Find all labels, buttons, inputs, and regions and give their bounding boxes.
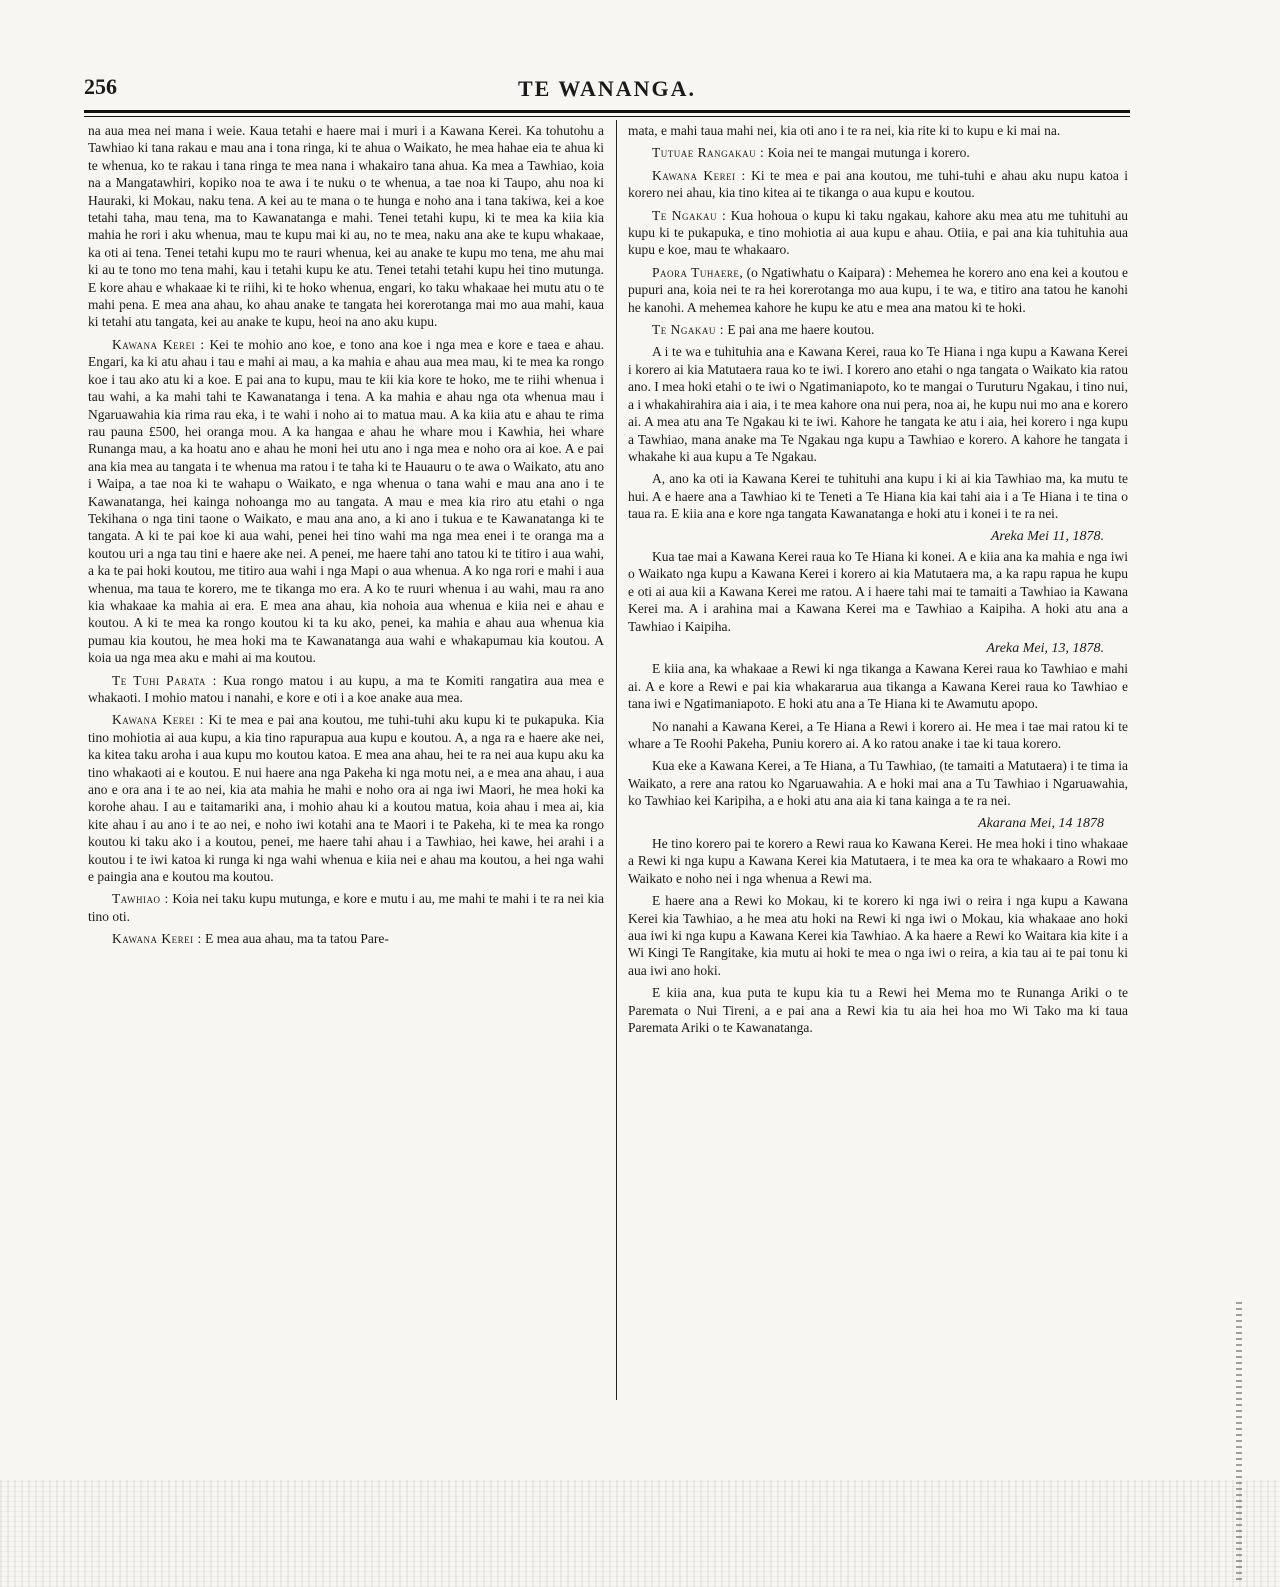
masthead xyxy=(84,74,1130,104)
dateline: Areka Mei, 13, 1878. xyxy=(986,640,1104,656)
paragraph xyxy=(628,548,1128,635)
right-column xyxy=(628,122,1128,1042)
newspaper-title: TE WANANGA. xyxy=(517,76,697,101)
speaker-name: Te Ngakau : xyxy=(652,322,724,338)
paragraph-text: E pai ana me haere koutou. xyxy=(727,322,875,338)
speaker-name: Kawana Kerei : xyxy=(112,336,205,352)
column-divider xyxy=(616,120,617,1400)
speaker-name: Tutuae Rangakau : xyxy=(652,145,765,161)
speaker-name: Paora Tuhaere, xyxy=(652,264,744,280)
paragraph xyxy=(88,336,604,667)
speaker-name: Kawana Kerei : xyxy=(652,167,746,183)
scan-noise xyxy=(0,1480,1280,1587)
paragraph-text: Ki te mea e pai ana koutou, me tuhi-tuhi e ahau aku nupu katoa i korero nei ahau, kia tino kitea ai te tikanga o aua kupu e koutou. xyxy=(628,167,1128,201)
paragraph xyxy=(628,264,1128,316)
paragraph-text: E kiia ana, ka whakaae a Rewi ki nga tikanga a Kawana Kerei raua ko Tawhiao e mahi ai. A e kore a Rewi e pai kia whakararua aua tikanga a Kawana Kerei raua ko Tawhiao e tana iwi e Ngatimaniapoto. E hoki atu ana a Te Hiana ki te Awamutu apopo. xyxy=(628,661,1128,712)
paragraph-text: A, ano ka oti ia Kawana Kerei te tuhituhi ana kupu i ki ai kia Tawhiao ma, ka mutu te hui. A e haere ana a Tawhiao ki te Teneti a Te Hiana kia kai tahi aia i a Te Hiana i te tina o taua ra. E kiia ana e kore nga tangata Kawanatanga e hoki atu i konei i te ra nei. xyxy=(628,471,1128,522)
paragraph xyxy=(88,711,604,885)
paragraph xyxy=(88,890,604,925)
paragraph-text: He tino korero pai te korero a Rewi raua ko Kawana Kerei. He mea hoki i tino whakaae a Rewi ki nga kupu a Kawana Kerei kia Matutaera, i te mea ka ora te whakaaro a Rowi mo Waikato e noho nei i nga whenua a Rewi ma. xyxy=(628,836,1128,886)
paragraph-text: Kei te mohio ano koe, e tono ana koe i nga mea e kore e taea e ahau. Engari, ka ki atu ahau i tau e mahi ai mau, a ka mahia e ahau aua mea mau, ki te mea ka rongo koe i tau ako atu ki a koe. E pai ana to kupu, mau te kii kia kore te hoko, me te riihi whenua i tau wahi, a ka mahi tahi te Kawanatanga i tena. A ka mahia e ahau nga ota whenua mau i Ngaruawahia kia rima rau eka, i te wahi i noho ai to matua mau. A ka kiia atu e ahau te rima rau pauna £500, hei oranga mou. A ka hangaa e ahau he whare mou i Kawhia, hei whare Runanga mau, a ka hoatu ano e ahau he moni hei utu ano i nga mea e noho ora ai koe. A e pai ana kia mea au tangata i te whenua ma ratou i te taha ki te Hauauru o te awa o Waikato, atu ano i Waipa, a tae noa ki te wahapu o Waikato, e nga whenua o tana wahi e mau ana ano i te Kawanatanga, hei kainga nohoanga mo au tangata. A mau e mea kia riro atu etahi o nga Tekihana o nga tini taone o Waikato, e mau ana ano, a ki ano i tukua e te Kawanatanga ki te tangata. A ki te pai koe ki aua wahi, penei hei tino wahi ma nga mea enei i te oranga ma a koutou uri a nga tau tini e haere ake nei. A penei, me haere tahi ano tatou ki te titiro i aua wahi, a ka te pai hoki koutou, me titiro aua wahi i nga Mapi o aua whenua. A ko nga rori e mahi i aua whenua, ma taua te korero, me te tikanga mo era. A ko te ruuri whenua i au wahi, mau ra ano kia whakaae ka mahia ai era. E mea ana ahau, kia nohoia aua whenua e kiia nei e ahau e koutou. A ki te mea ka rongo koutou ki ta ku ako, penei, ka mahia e ahau aua whenua kia pumau kia koutou, he mea hoki ma te Kawanatanga aua wahi e whakapumau kia koutou. A koia ua nga mea aku e mahi ai ma koutou. xyxy=(88,336,605,666)
paragraph-text: A i te wa e tuhituhia ana e Kawana Kerei, raua ko Te Hiana i nga kupu a Kawana Kerei i korero ai kia Matutaera raua ko te iwi. I korero ano etahi o nga tangata o Waikato kia ratou ano. I mea hoki etahi o te iwi o Ngatimaniapoto, ko te mangai o Turuturu Ngakau, i tino nui, a i whakahirahira aia i aia, i te mea kahore ona nui pera, noa ai, he kupu nui mo ana e korero ai. A mea atu ana Te Ngakau ki te iwi. Kahore he tangata ke atu i aia, hei korero i nga kupu a Tawhiao, mana anake ma Te Ngakau nga kupu a Tawhiao e korero. A kahore he tangata i whakahe ki aua kupu a Te Ngakau. xyxy=(628,344,1128,464)
paragraph-text: Koia nei te mangai mutunga i korero. xyxy=(767,145,970,161)
paragraph-text: E haere ana a Rewi ko Mokau, ki te korero ki nga iwi o reira i nga kupu a Kawana Kerei kia Tawhiao, a he mea atu hoki na Rewi ki nga iwi o Mokau, kia whakaae ano hoki aua iwi ki nga kupu a Kawana Kerei kia Tawhiao. A ka haere a Rewi ko Waitara kia kite i a Wi Kingi Te Rangitake, kia mutu ai hoki te mea o nga iwi o reira, a kia tau ai te pai tonu ki aua iwi ano hoki. xyxy=(628,893,1128,978)
paragraph xyxy=(628,167,1128,202)
dateline: Akarana Mei, 14 1878 xyxy=(978,815,1104,831)
paragraph xyxy=(88,672,604,707)
header-rule-thick xyxy=(84,110,1130,113)
speaker-name: Kawana Kerei : xyxy=(112,931,202,947)
page-edge-mark xyxy=(1236,1300,1242,1580)
paragraph xyxy=(628,718,1128,753)
paragraph-text: Koia nei taku kupu mutunga, e kore e mutu i au, me mahi te mahi i te ra nei kia tino oti. xyxy=(88,891,604,924)
page-number: 256 xyxy=(84,74,117,99)
paragraph-text: mata, e mahi taua mahi nei, kia oti ano i te ra nei, kia rite ki to kupu e ki mai na. xyxy=(628,123,1061,138)
speaker-name: Te Tuhi Parata : xyxy=(112,672,217,688)
paragraph xyxy=(88,122,604,331)
dateline: Areka Mei 11, 1878. xyxy=(990,528,1104,544)
paragraph-text: E mea aua ahau, ma ta tatou Pare- xyxy=(205,931,389,947)
paragraph xyxy=(628,343,1128,465)
speaker-name: Tawhiao : xyxy=(112,891,169,907)
paragraph-text: Kua rongo matou i au kupu, a ma te Komiti rangatira aua mea e whakaoti. I mohio matou i nanahi, e kore e oti i a koe anake aua mea. xyxy=(88,672,604,705)
paragraph-text: (o Ngatiwhatu o Kaipara) : Mehemea he korero ano ena kei a koutou e pupuri ana, koia nei te ra hei korerotanga mo aua kupu, i te wa, e titiro ana tatou he kanohi he kanohi. A mehemea kahore he kupu ke atu e mea ana matou ki te hoki. xyxy=(628,264,1129,315)
paragraph xyxy=(628,470,1128,522)
paragraph xyxy=(628,321,1128,338)
paragraph-text: na aua mea nei mana i weie. Kaua tetahi e haere mai i muri i a Kawana Kerei. Ka tohutohu a Tawhiao ki tana rakau e mau ana i tona ringa, ki te ahua o Waikato, he mea hahae eia te ahua ki te whenua, ko te rakau i tana ringa te mea nana i whakairo tana ahua. Ka mea a Tawhiao, koia na a Mangatawhiri, kopiko noa te awa i te nuku o te whenua, a tae noa ki Taupo, ahu noa ki Hauraki, ki Mokau, naku tena. A kei au te mana o te hunga e noho ana i tana takiwa, kei a koe tetahi taha, mau tena, ma to Kawanatanga e mahi. Tenei tetahi kupu, ki te mea ka kiia kia mahia he rori i aku whenua, mau te kupu mai ki au, no te mea, naku ana ake te kupu whakaae, ka oti ai tena. Tenei tetahi kupu mo te rauri whenua, kei au anake te kupu mo tena, me ahu mai ki au te tono mo tena mahi, kau i tetahi kupu ke atu. Tenei tetahi tetahi kupu hei tino mutunga. E kore ahau e whakaae ki te riihi, ki te hoko whenua, engari, ko taku whakaae hei mutu atu o te mahi pena. E mea ana ahau, ko ahau anake te tangata hei korerotanga mai mo aua mahi, kaua ki tetahi atu tangata, kei au anake te kupu, heoi na ano aku kupu. xyxy=(88,123,604,330)
speaker-name: Te Ngakau : xyxy=(652,207,727,223)
paragraph xyxy=(628,757,1128,809)
paragraph xyxy=(628,892,1128,979)
paragraph xyxy=(628,984,1128,1036)
paragraph-text: Kua eke a Kawana Kerei, a Te Hiana, a Tu Tawhiao, (te tamaiti a Matutaera) i te tima ia Waikato, a rere ana ratou ko Ngaruawahia. A e hoki mai ana a Tu Tawhiao i Ngaruawahia, ko Tawhiao kei Karipiha, a e hoki atu ana aia ki tana kainga a te ra nei. xyxy=(628,758,1128,809)
paragraph-text: No nanahi a Kawana Kerei, a Te Hiana a Rewi i korero ai. He mea i tae mai ratou ki te whare a Te Roohi Pakeha, Puniu korero ai. A ko ratou anake i tae ki taua korero. xyxy=(628,718,1128,751)
paragraph xyxy=(628,835,1128,887)
paragraph-text: Ki te mea e pai ana koutou, me tuhi-tuhi aku kupu ki te pukapuka. Kia tino mohiotia ai aua kupu, a kia tino rapurapua aua kupu e koutou. A, a nga ra e haere ake nei, ka kitea taku aroha i aua kupu mo koutou katoa. E mea ana ahau, hei te ra nei aua kupu aku ka tino whakaoti ai e koutou. E nui haere ana nga Pakeha ki nga motu nei, a e mea ana ahau, i aua ano e ora ana i te ao nei, kia ata mahia he mahi e noho ora ai nga iwi Maori, he mea hoki ka korohe ahau. I au e taitamariki ana, i mohio ahau ki a koutou matua, koia ahau i mea ai, kia kite ahau i au ano i te ao nei, e noho iwi kotahi ana te Maori i te Pakeha, ki te mea ka rongo koutou ki taku ako i a koutou, penei, me haere tahi ahau i a Tawhiao, hei kawe, hei arahi i a koutou i te iwi katoa ki runga ki nga wahi whenua e kiia nei e ahau ma koutou, a hei nga wahi e paingia ana e koutou ma koutou. xyxy=(88,712,604,885)
left-column xyxy=(88,122,604,953)
speaker-name: Kawana Kerei : xyxy=(112,712,204,728)
paragraph xyxy=(88,930,604,947)
paragraph-text: Kua hohoua o kupu ki taku ngakau, kahore aku mea atu me tuhituhi au kupu ki te pukapuka, e tino mohiotia ai aua kupu e ahau. Otiia, e pai ana kia tuhituhia aua kupu e koe, mau te whakaaro. xyxy=(628,207,1128,258)
paragraph-text: E kiia ana, kua puta te kupu kia tu a Rewi hei Mema mo te Runanga Ariki o te Paremata o Nui Tireni, a e pai ana a Rewi kia tu aia hei hoa mo Wi Tako ma ki taua Paremata Ariki o te Kawanatanga. xyxy=(628,985,1128,1036)
paragraph xyxy=(628,660,1128,712)
paragraph xyxy=(628,144,1128,161)
paragraph-text: Kua tae mai a Kawana Kerei raua ko Te Hiana ki konei. A e kiia ana ka mahia e nga iwi o Waikato nga kupu a Kawana Kerei i korero ai kia Matutaera ma, a ka rapu rapua he kupu e oti ai aua kii a Kawana Kerei me ratou. A i haere tahi mai te tamaiti a Tawhiao ia Kawana Kerei ma. A i arahina mai a Kawana Kerei ma e Tawhiao a Kaipiha. A hoki atu ana a Tawhiao i Kaipiha. xyxy=(628,548,1128,634)
paragraph xyxy=(628,122,1128,139)
paragraph xyxy=(628,207,1128,259)
header-rule-thin xyxy=(84,116,1130,117)
